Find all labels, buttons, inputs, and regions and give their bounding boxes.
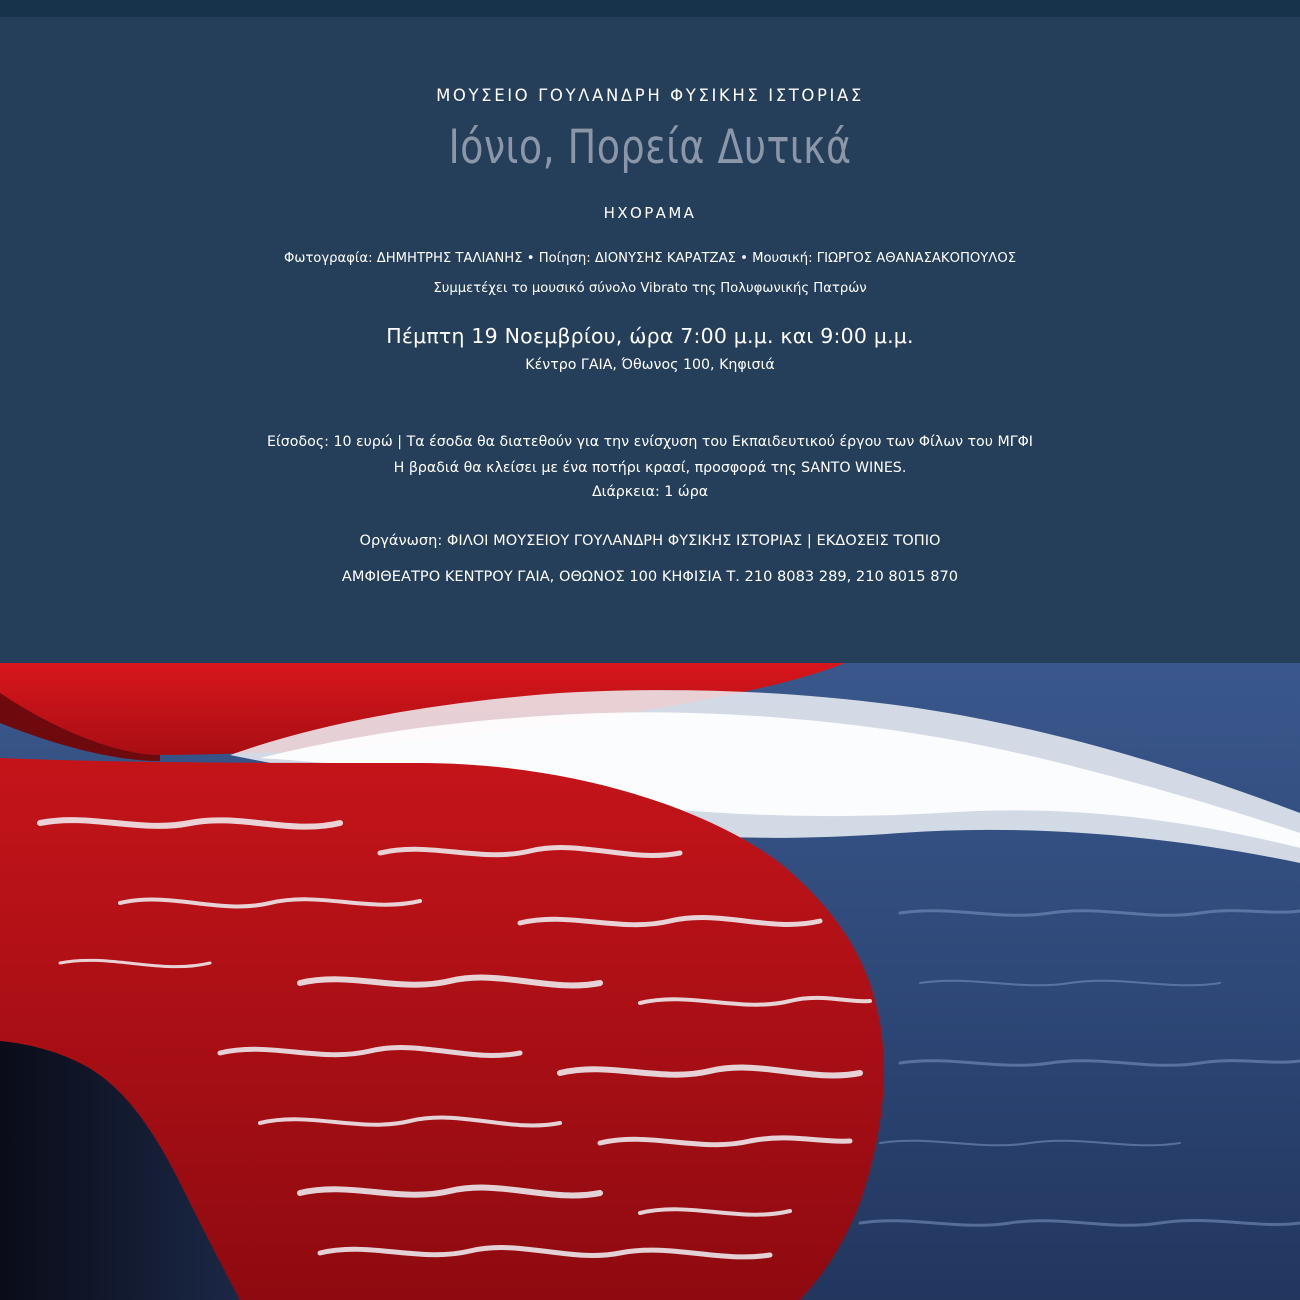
credits-line: Φωτογραφία: ΔΗΜΗΤΡΗΣ ΤΑΛΙΑΝΗΣ • Ποίηση: ΔΙΟΝΥΣΗΣ ΚΑΡΑΤΖΑΣ • Μουσική: ΓΙΩΡΓΟΣ ΑΘΑΝΑΣΑΚΟΠΟΥΛΟΣ: [283, 251, 1017, 266]
event-date-time: Πέμπτη 19 Νοεμβρίου, ώρα 7:00 μ.μ. και 9:00 μ.μ.: [386, 324, 914, 348]
event-venue: Κέντρο ΓΑΙΑ, Όθωνος 100, Κηφισιά: [525, 357, 775, 373]
top-strip: [0, 0, 1300, 17]
entry-info: Είσοδος: 10 ευρώ | Τα έσοδα θα διατεθούν για την ενίσχυση του Εκπαιδευτικού έργου των Φίλων του ΜΓΦΙ: [267, 434, 1033, 450]
ensemble-line: Συμμετέχει το μουσικό σύνολο Vibrato της Πολυφωνικής Πατρών: [433, 281, 867, 296]
organizers-line: Οργάνωση: ΦΙΛΟΙ ΜΟΥΣΕΙΟΥ ΓΟΥΛΑΝΔΡΗ ΦΥΣΙΚΗΣ ΙΣΤΟΡΙΑΣ | ΕΚΔΟΣΕΙΣ ΤΟΠΙΟ: [359, 532, 941, 549]
museum-name: ΜΟΥΣΕΙΟ ΓΟΥΛΑΝΔΡΗ ΦΥΣΙΚΗΣ ΙΣΤΟΡΙΑΣ: [436, 86, 864, 105]
wine-note: Η βραδιά θα κλείσει με ένα ποτήρι κρασί, προσφορά της SANTO WINES.: [393, 460, 907, 476]
sea-photo: [0, 663, 1300, 1300]
event-title: Ιόνιο, Πορεία Δυτικά: [448, 120, 852, 175]
contact-line: ΑΜΦΙΘΕΑΤΡΟ ΚΕΝΤΡΟΥ ΓΑΙΑ, ΟΘΩΝΟΣ 100 ΚΗΦΙΣΙΑ Τ. 210 8083 289, 210 8015 870: [341, 568, 959, 585]
duration-info: Διάρκεια: 1 ώρα: [591, 484, 709, 500]
event-subtitle: ΗΧΟΡΑΜΑ: [603, 204, 697, 222]
